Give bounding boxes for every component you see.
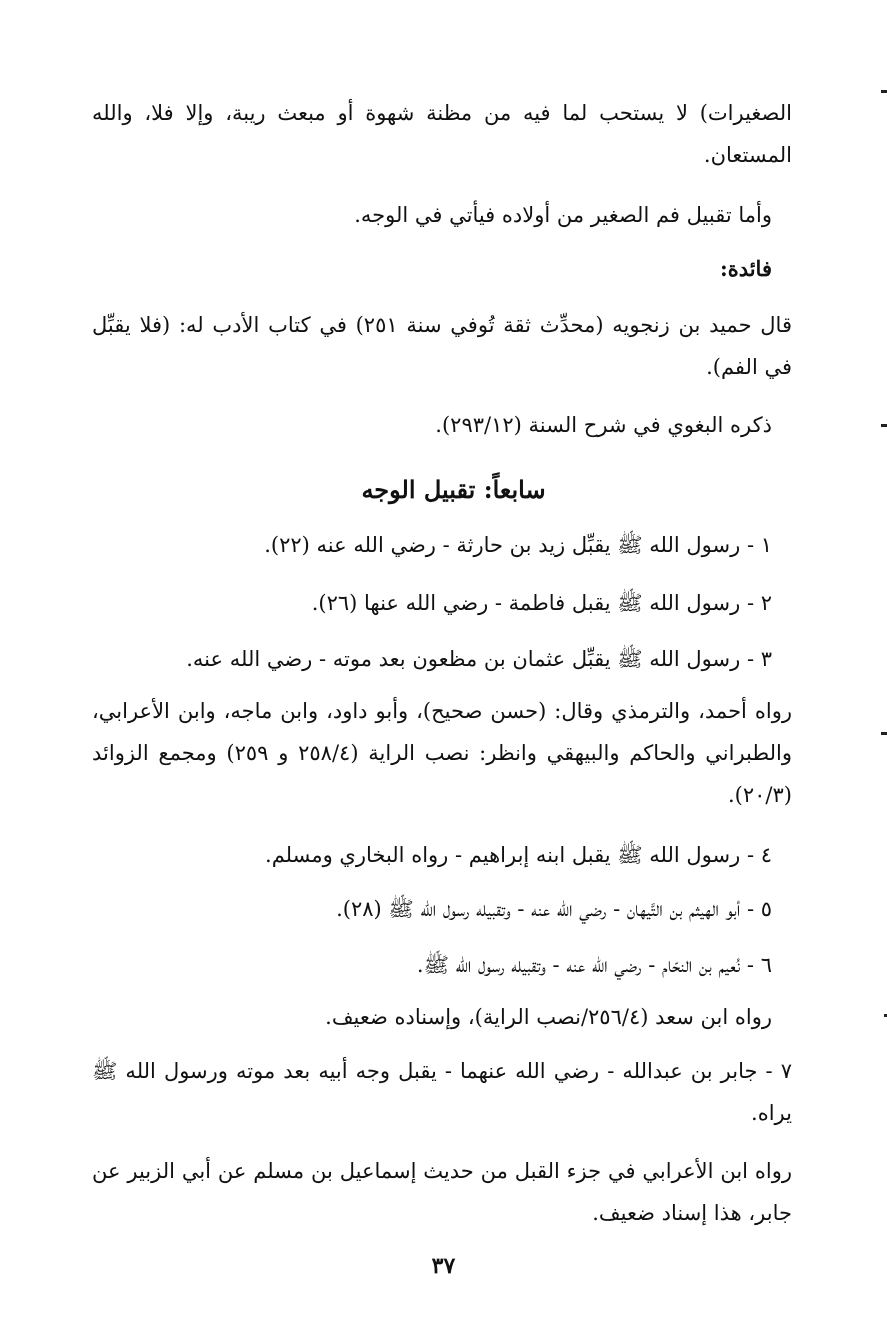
- paragraph-humaid-quote: قال حميد بن زنجويه (محدِّث ثقة تُوفي سنة ٢٥١) في كتاب الأدب له: (فلا يقبِّل في الفم).: [92, 313, 792, 379]
- list-item-6: ٦ - نُعيم بن النحّام - رضي الله عنه - وتقبيله رسول الله ﷺ.: [416, 953, 772, 977]
- paragraph-ibn-arabi: رواه ابن الأعرابي في جزء القبل من حديث إسماعيل بن مسلم عن أبي الزبير عن جابر، هذا إسناد ضعيف.: [92, 1159, 792, 1225]
- list-item-3: ٣ - رسول الله ﷺ يقبِّل عثمان بن مظعون بعد موته - رضي الله عنه.: [186, 647, 772, 671]
- scan-edge-mark: [881, 424, 887, 427]
- list-item-1: ١ - رسول الله ﷺ يقبِّل زيد بن حارثة - رضي الله عنه (٢٢).: [264, 533, 772, 557]
- list-item-7: ٧ - جابر بن عبدالله - رضي الله عنهما - يقبل وجه أبيه بعد موته ورسول الله ﷺ يراه.: [92, 1059, 792, 1125]
- paragraph-baghawi-ref: ذكره البغوي في شرح السنة (٢٩٣/١٢).: [435, 413, 772, 437]
- scan-edge-mark: [881, 90, 887, 93]
- scan-edge-mark: [881, 732, 887, 735]
- page-number: ٣٧: [431, 1253, 456, 1279]
- paragraph-mouth-kiss: وأما تقبيل فم الصغير من أولاده فيأتي في الوجه.: [354, 203, 772, 227]
- section-heading: سابعاً: تقبيل الوجه: [361, 475, 546, 504]
- note-label: فائدة:: [719, 256, 772, 281]
- list-item-4: ٤ - رسول الله ﷺ يقبل ابنه إبراهيم - رواه البخاري ومسلم.: [265, 843, 772, 867]
- list-item-5: ٥ - أبو الهيثم بن التَّيهان - رضي الله عنه - وتقبيله رسول الله ﷺ (٢٨).: [336, 897, 772, 921]
- paragraph-continuation: الصغيرات) لا يستحب لما فيه من مظنة شهوة أو مبعث ريبة، وإلا فلا، والله المستعان.: [92, 101, 792, 167]
- paragraph-ibn-saad: رواه ابن سعد (٢٥٦/٤/نصب الراية)، وإسناده ضعيف.: [325, 1005, 772, 1029]
- list-item-2: ٢ - رسول الله ﷺ يقبل فاطمة - رضي الله عنها (٢٦).: [311, 591, 772, 615]
- paragraph-narrators: رواه أحمد، والترمذي وقال: (حسن صحيح)، وأبو داود، وابن ماجه، وابن الأعرابي، والطبراني والحاكم والبيهقي وانظر: نصب الراية (٢٥٨/٤ و ٢٥٩) ومجمع الزوائد (٢٠/٣).: [92, 699, 792, 807]
